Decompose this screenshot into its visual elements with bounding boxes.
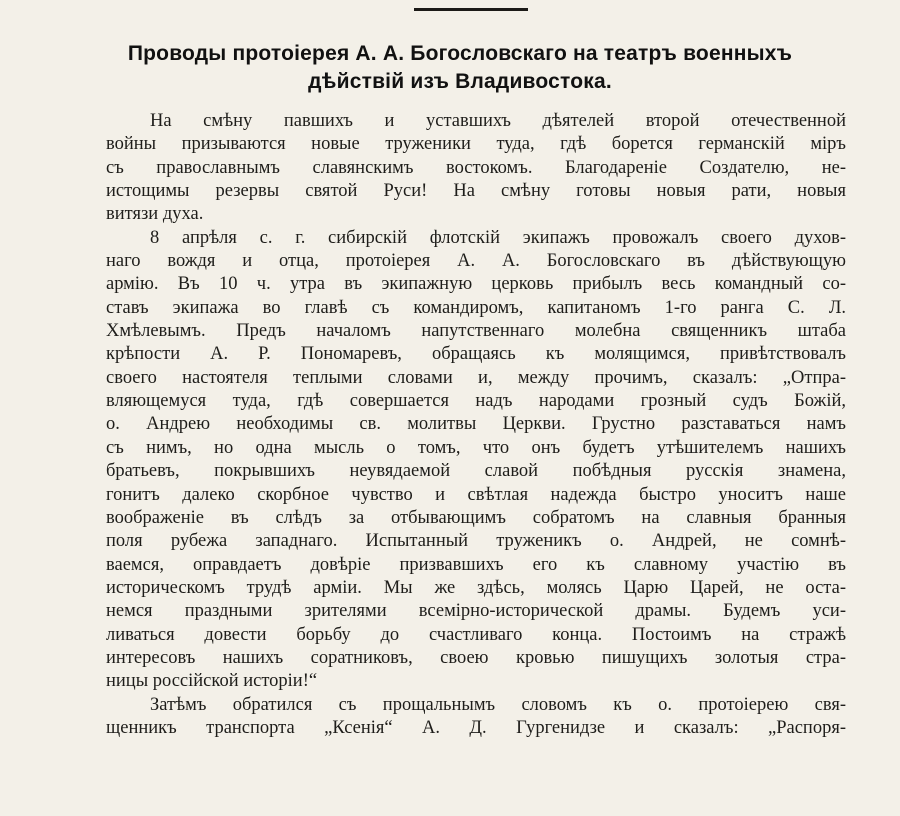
text-line: истощимы резервы святой Руси! На смѣну готовы новыя рати, новыя <box>106 181 846 202</box>
text-line: своего настоятеля теплыми словами и, между прочимъ, сказалъ: „Отпра- <box>106 367 846 388</box>
text-line: историческомъ трудѣ арміи. Мы же здѣсь, молясь Царю Царей, не оста- <box>106 577 846 598</box>
paragraph-1 <box>106 110 846 227</box>
text-line: немся праздными зрителями всемірно-исторической драмы. Будемъ уси- <box>106 601 846 622</box>
article-title <box>80 40 840 96</box>
text-line: съ нимъ, но одна мысль о томъ, что онъ будетъ утѣшителемъ нашихъ <box>106 437 846 458</box>
text-line: съ православнымъ славянскимъ востокомъ. Благодареніе Создателю, не- <box>106 157 846 178</box>
text-line: ливаться довести борьбу до счастливаго конца. Постоимъ на стражѣ <box>106 624 846 645</box>
text-line: ницы россійской исторіи!“ <box>106 671 318 692</box>
text-line: крѣпости А. Р. Пономаревъ, обращаясь къ молящимся, привѣтствовалъ <box>106 344 846 365</box>
text-line: На смѣну павшихъ и уставшихъ дѣятелей второй отечественной <box>150 111 846 131</box>
text-line: братьевъ, покрывшихъ неувядаемой славой побѣдныя русскія знамена, <box>106 461 846 482</box>
text-line: гонитъ далеко скорбное чувство и свѣтлая надежда быстро уноситъ наше <box>106 484 846 505</box>
text-line: наго вождя и отца, протоіерея А. А. Богословскаго въ дѣйствующую <box>106 251 846 272</box>
text-line: Хмѣлевымъ. Предъ началомъ напутственнаго молебна священникъ штаба <box>106 321 846 342</box>
text-line: ваемся, оправдаетъ довѣріе призвавшихъ его къ славному участію въ <box>106 554 846 575</box>
text-line: войны призываются новые труженики туда, гдѣ борется германскій міръ <box>106 134 846 155</box>
text-line: щенникъ транспорта „Ксенія“ А. Д. Гургенидзе и сказалъ: „Распоря- <box>106 717 846 738</box>
text-line: витязи духа. <box>106 204 204 225</box>
text-line: интересовъ нашихъ соратниковъ, своею кровью пишущихъ золотыя стра- <box>106 647 846 668</box>
text-line: воображеніе въ слѣдъ за отбывающимъ собратомъ на славныя бранныя <box>106 507 846 528</box>
text-line: ставъ экипажа во главѣ съ командиромъ, капитаномъ 1-го ранга С. Л. <box>106 297 846 318</box>
text-line: о. Андрею необходимы св. молитвы Церкви. Грустно разставаться намъ <box>106 414 846 435</box>
text-line: армію. Въ 10 ч. утра въ экипажную церковь прибылъ весь командный со- <box>106 274 846 295</box>
text-line: Затѣмъ обратился съ прощальнымъ словомъ къ о. протоіерею свя- <box>150 694 846 715</box>
paragraph-3 <box>106 694 846 741</box>
article-body <box>106 110 846 740</box>
article-title-line: Проводы протоіерея А. А. Богословскаго на театръ военныхъ <box>127 42 793 65</box>
text-line: 8 апрѣля с. г. сибирскій флотскій экипажъ провожалъ своего духов- <box>150 227 846 248</box>
text-line: поля рубежа западнаго. Испытанный труженикъ о. Андрей, не сомнѣ- <box>106 531 846 552</box>
top-rule <box>414 8 528 11</box>
article-title-line: дѣйствій изъ Владивостока. <box>308 70 612 93</box>
text-line: вляющемуся туда, гдѣ совершается надъ народами грозный судъ Божій, <box>106 391 846 412</box>
paragraph-2 <box>106 227 846 694</box>
